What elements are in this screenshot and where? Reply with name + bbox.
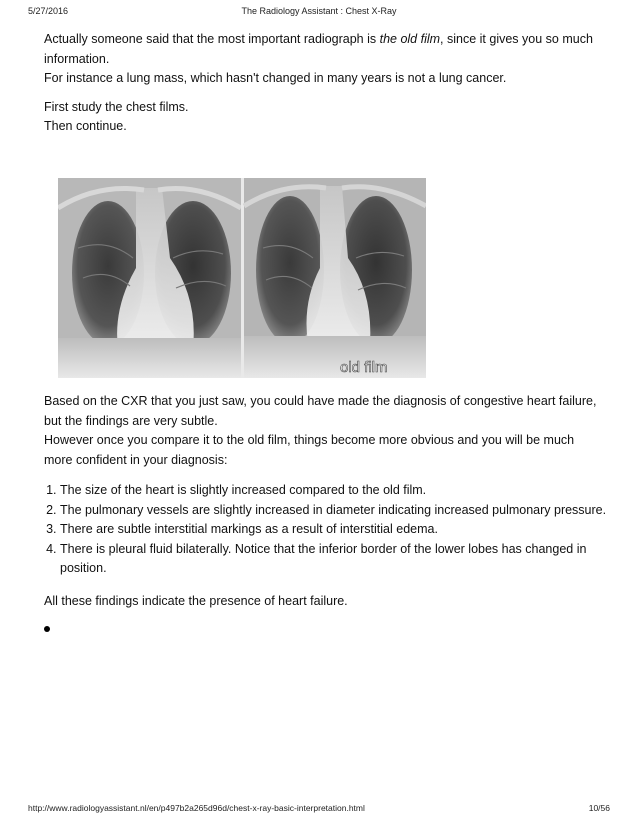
bullet-marker (44, 626, 50, 632)
discussion-paragraph-1: Based on the CXR that you just saw, you could have made the diagnosis of congestive heart failure, but the findings are very subtle. (44, 394, 597, 428)
intro-text-cont: , since it gives you so much information. (44, 32, 593, 66)
list-item: 1. The size of the heart is slightly increased compared to the old film. (60, 481, 620, 501)
discussion-section (44, 392, 604, 470)
intro-emphasis: the old film (379, 32, 441, 46)
chest-xray-comparison-image (58, 178, 426, 378)
footer-url-link[interactable]: http://www.radiologyassistant.nl/en/p497b2a265d96d/chest-x-ray-basic-interpretation.html (28, 803, 365, 813)
findings-list (44, 481, 620, 579)
print-date: 5/27/2016 (28, 6, 69, 16)
intro-paragraph-1 (44, 30, 604, 69)
intro-paragraph-4: Then continue. (44, 119, 127, 133)
conclusion-text: All these findings indicate the presence of heart failure. (44, 594, 348, 608)
old-film-label: old film (340, 359, 388, 376)
old-film (244, 178, 426, 378)
current-film (58, 178, 241, 378)
intro-paragraph-2: For instance a lung mass, which hasn't changed in many years is not a lung cancer. (44, 71, 507, 85)
intro-text: Actually someone said that the most important radiograph is (44, 32, 380, 46)
list-item: 4. There is pleural fluid bilaterally. Notice that the inferior border of the lower lobes has changed in position. (60, 540, 620, 579)
page-number: 10/56 (588, 803, 610, 813)
discussion-paragraph-2: However once you compare it to the old film, things become more obvious and you will be much more confident in your diagnosis: (44, 433, 575, 467)
list-item: 3. There are subtle interstitial markings as a result of interstitial edema. (60, 520, 620, 540)
print-page-title: The Radiology Assistant : Chest X-Ray (241, 6, 397, 16)
intro-section (44, 30, 604, 137)
list-item: 2. The pulmonary vessels are slightly increased in diameter indicating increased pulmonary pressure. (60, 501, 620, 521)
intro-paragraph-3: First study the chest films. (44, 99, 189, 114)
